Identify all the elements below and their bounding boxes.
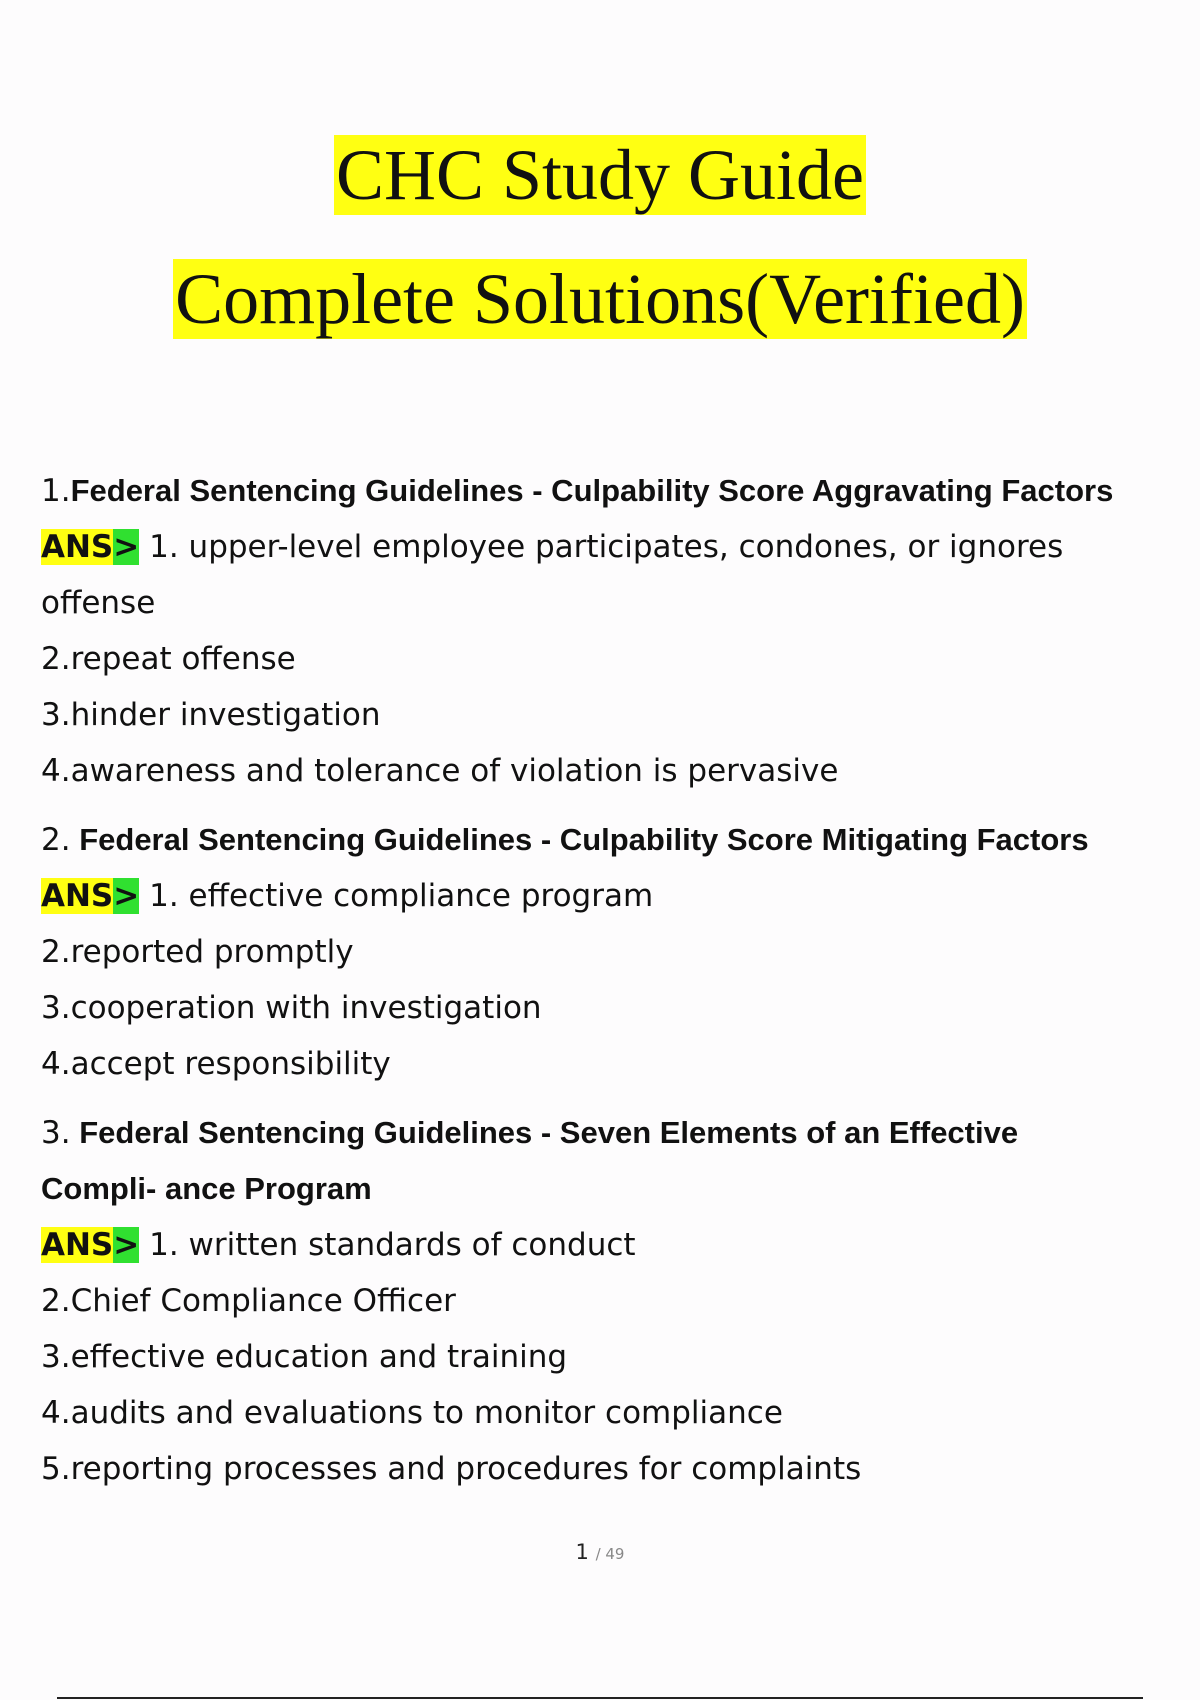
ans-word: ANS <box>41 1227 114 1263</box>
answer-item: 2.reported promptly <box>41 934 354 970</box>
ans-tag <box>41 878 139 914</box>
page-divider <box>57 1697 1143 1699</box>
ans-tag <box>41 529 139 565</box>
answer-item: 4.accept responsibility <box>41 1046 391 1082</box>
answer-text: 1. written standards of conduct <box>149 1227 636 1263</box>
answer-text: 1. upper-level employee participates, condones, or ignores offense <box>41 529 1064 621</box>
title-text-2: Complete Solutions(Verified) <box>175 259 1025 339</box>
ans-arrow: > <box>113 1227 140 1263</box>
title-line-2 <box>0 258 1200 340</box>
total-pages: / 49 <box>595 1545 625 1563</box>
question-number: 3. <box>41 1115 71 1151</box>
answer-first-line <box>41 519 1181 631</box>
answer-item: 2.repeat offense <box>41 641 296 677</box>
page-indicator <box>0 1540 1200 1564</box>
answer-item: 3.effective education and training <box>41 1339 568 1375</box>
answer-item: 4.audits and evaluations to monitor compliance <box>41 1395 783 1431</box>
title-text-1: CHC Study Guide <box>335 135 865 215</box>
question-number: 2. <box>41 822 71 858</box>
ans-arrow: > <box>113 878 140 914</box>
question-number: 1. <box>41 473 71 509</box>
ans-arrow: > <box>113 529 140 565</box>
answer-item: 3.cooperation with investigation <box>41 990 542 1026</box>
current-page: 1 <box>575 1540 589 1564</box>
answer-item: 2.Chief Compliance Officer <box>41 1283 456 1319</box>
qa-list <box>41 463 1181 1510</box>
answer-text: 1. effective compliance program <box>149 878 654 914</box>
question-text: Federal Sentencing Guidelines - Seven Elements of an Effective Compli- ance Program <box>41 1115 1019 1206</box>
question-text: Federal Sentencing Guidelines - Culpability Score Mitigating Factors <box>79 822 1089 857</box>
answer-first-line <box>41 1217 1181 1273</box>
answer-item: 4.awareness and tolerance of violation is pervasive <box>41 753 839 789</box>
qa-item-1 <box>41 463 1181 799</box>
question-2 <box>41 812 1181 868</box>
ans-tag <box>41 1227 139 1263</box>
ans-word: ANS <box>41 529 114 565</box>
ans-word: ANS <box>41 878 114 914</box>
title-line-1 <box>0 134 1200 216</box>
answer-item: 3.hinder investigation <box>41 697 381 733</box>
answer-item: 5.reporting processes and procedures for complaints <box>41 1451 862 1487</box>
qa-item-2 <box>41 812 1181 1092</box>
question-3 <box>41 1105 1041 1217</box>
qa-item-3 <box>41 1105 1181 1497</box>
answer-first-line <box>41 868 1181 924</box>
question-1 <box>41 463 1181 519</box>
question-text: Federal Sentencing Guidelines - Culpability Score Aggravating Factors <box>70 473 1114 508</box>
